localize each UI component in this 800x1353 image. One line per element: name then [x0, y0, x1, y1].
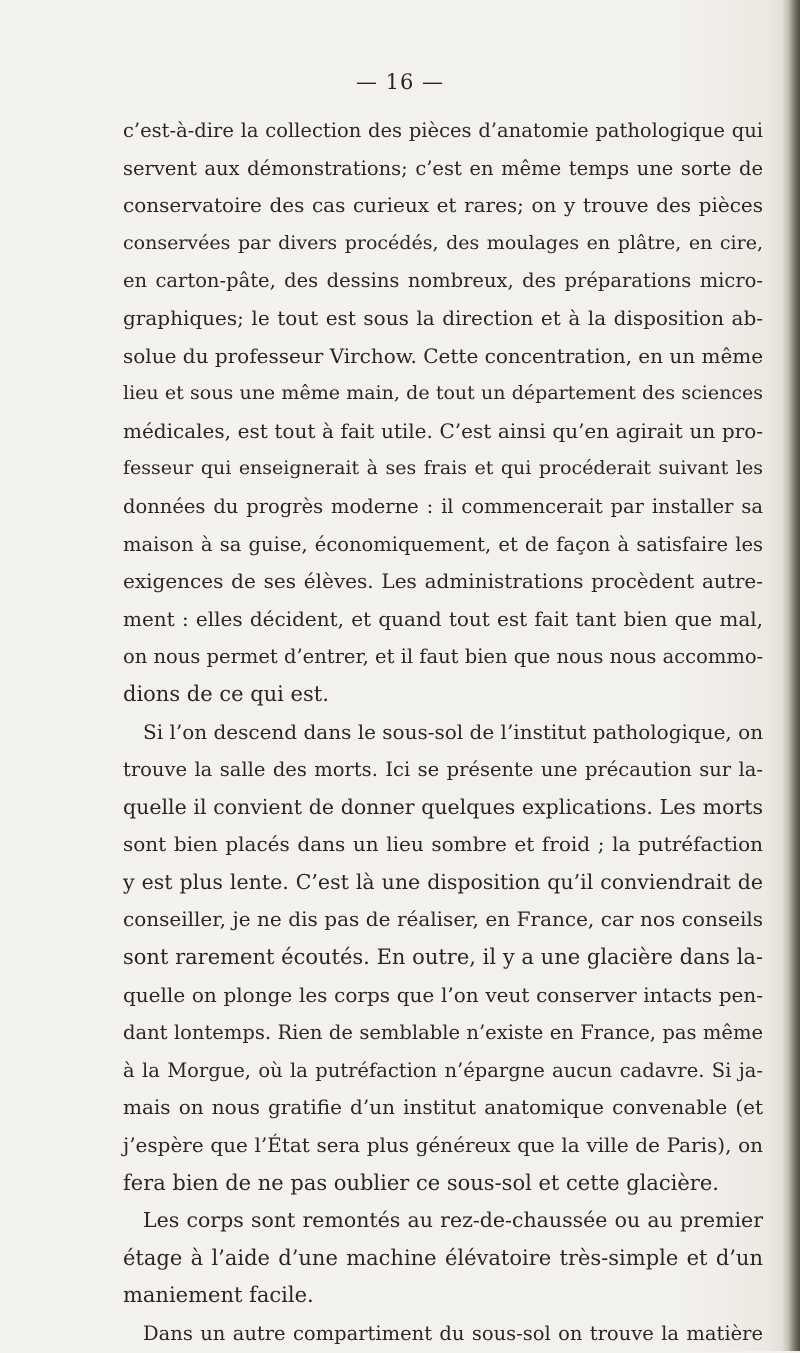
text-line: graphiques; le tout est sous la direction et à la disposition ab- — [123, 305, 763, 330]
text-line: médicales, est tout à fait utile. C’est ainsi qu’en agirait un pro- — [123, 418, 763, 443]
text-line: trouve la salle des morts. Ici se présente une précaution sur la- — [123, 758, 763, 782]
text-line: conservatoire des cas curieux et rares; on y trouve des pièces — [123, 193, 763, 218]
text-line: Si l’on descend dans le sous-sol de l’institut pathologique, on — [143, 719, 764, 744]
body-text — [123, 112, 763, 1353]
text-line: fera bien de ne pas oublier ce sous-sol et cette glacière. — [123, 1170, 719, 1195]
text-line: c’est-à-dire la collection des pièces d’anatomie pathologique qui — [123, 119, 763, 142]
text-line: étage à l’aide d’une machine élévatoire très-simple et d’un — [123, 1245, 763, 1270]
text-line: données du progrès moderne : il commencerait par installer sa — [123, 494, 763, 518]
text-line: servent aux démonstrations; c’est en même temps une sorte de — [123, 156, 763, 180]
text-line: sont rarement écoutés. En outre, il y a une glacière dans la- — [123, 945, 763, 970]
text-line: quelle il convient de donner quelques explications. Les morts — [123, 794, 763, 819]
text-line: solue du professeur Virchow. Cette concentration, en un même — [123, 343, 764, 368]
text-line: on nous permet d’entrer, et il faut bien que nous nous accommo- — [123, 645, 764, 669]
page-number: — 16 — — [355, 70, 445, 94]
text-line: conseiller, je ne dis pas de réaliser, en France, car nos conseils — [123, 907, 763, 932]
text-line: à la Morgue, où la putréfaction n’épargne aucun cadavre. Si ja- — [123, 1058, 763, 1082]
text-line: en carton-pâte, des dessins nombreux, des préparations micro- — [123, 269, 763, 293]
page-binding-edge — [782, 0, 800, 1351]
text-line: maison à sa guise, économiquement, et de façon à satisfaire les — [123, 532, 763, 556]
text-line: conservées par divers procédés, des moulages en plâtre, en cire, — [123, 231, 763, 254]
text-line: fesseur qui enseignerait à ses frais et qui procéderait suivant les — [123, 457, 763, 480]
text-line: j’espère que l’État sera plus généreux que la ville de Paris), on — [123, 1133, 763, 1158]
text-line: ment : elles décident, et quand tout est fait tant bien que mal, — [123, 606, 763, 631]
text-line: dions de ce qui est. — [123, 681, 329, 706]
text-line: Les corps sont remontés au rez-de-chaussée ou au premier — [143, 1208, 763, 1233]
text-line: sont bien placés dans un lieu sombre et froid ; la putréfaction — [123, 832, 763, 857]
text-line: mais on nous gratifie d’un institut anatomique convenable (et — [123, 1095, 763, 1120]
text-line: Dans un autre compartiment du sous-sol on trouve la matière — [143, 1322, 763, 1345]
text-line: maniement facile. — [123, 1283, 314, 1308]
text-line: y est plus lente. C’est là une disposition qu’il conviendrait de — [123, 869, 763, 894]
text-line: quelle on plonge les corps que l’on veut conserver intacts pen- — [123, 982, 763, 1007]
text-line: dant lontemps. Rien de semblable n’existe en France, pas même — [123, 1021, 763, 1045]
text-line: lieu et sous une même main, de tout un département des sciences — [123, 382, 763, 405]
text-line: exigences de ses élèves. Les administrations procèdent autre- — [123, 569, 763, 594]
